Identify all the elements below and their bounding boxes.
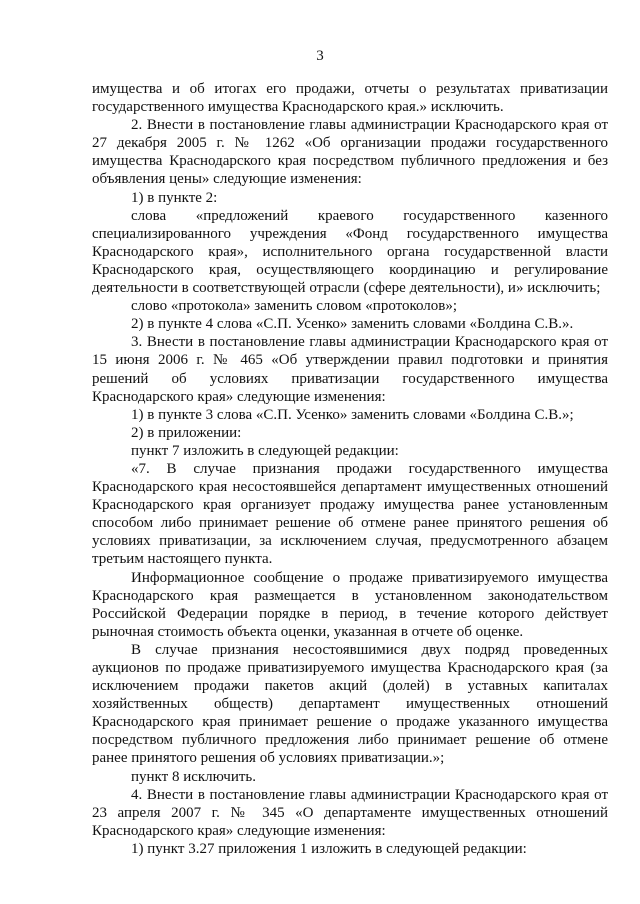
paragraph-11: «7. В случае признания продажи государственного имущества Краснодарского края несостоявшейся департамент имущественных отношений Краснодарского края организует продажу имущества ранее установленным способом либо принимает решение об отмене ранее принятого решения об условиях приватизации, за исключением случая, предусмотренного абзацем третьим настоящего пункта.	[92, 460, 608, 568]
paragraph-12: Информационное сообщение о продаже приватизируемого имущества Краснодарского края размещается в установленном законодательством Российской Федерации порядке в период, в течение которого действует рыночная стоимость объекта оценки, указанная в отчете об оценке.	[92, 569, 608, 640]
paragraph-3: 1) в пункте 2:	[131, 189, 218, 206]
paragraph-13: В случае признания несостоявшимися двух подряд проведенных аукционов по продаже приватизируемого имущества Краснодарского края (за исключением продажи пакетов акций (долей) в уставных капиталах хозяйственных обществ) департамент имущественных отношений Краснодарского края принимает решение о продаже указанного имущества посредством публичного предложения либо принимает решение об отмене ранее принятого решения об условиях приватизации.»;	[92, 641, 608, 767]
paragraph-4: слова «предложений краевого государственного казенного специализированного учреждения «Фонд государственного имущества Краснодарского края», исполнительного органа государственной власти Краснодарского края, осуществляющего координацию и регулирование деятельности в соответствующей отрасли (сфере деятельности), и» исключить;	[92, 207, 608, 297]
paragraph-1: имущества и об итогах его продажи, отчеты о результатах приватизации государственного имущества Краснодарского края.» исключить.	[92, 81, 608, 116]
paragraph-14: пункт 8 исключить.	[131, 768, 257, 785]
page-number: 3	[316, 48, 324, 64]
paragraph-16: 1) пункт 3.27 приложения 1 изложить в следующей редакции:	[131, 840, 527, 857]
paragraph-10: пункт 7 изложить в следующей редакции:	[131, 442, 399, 459]
paragraph-9: 2) в приложении:	[131, 424, 242, 441]
paragraph-5: слово «протокола» заменить словом «протоколов»;	[131, 298, 458, 315]
paragraph-2: 2. Внести в постановление главы администрации Краснодарского края от 27 декабря 2005 г. № 1262 «Об организации продажи государственного имущества Краснодарского края посредством публичного предложения и без объявления цены» следующие изменения:	[92, 117, 608, 188]
paragraph-15: 4. Внести в постановление главы администрации Краснодарского края от 23 апреля 2007 г. № 345 «О департаменте имущественных отношений Краснодарского края» следующие изменения:	[92, 786, 608, 839]
paragraph-8: 1) в пункте 3 слова «С.П. Усенко» заменить словами «Болдина С.В.»;	[131, 406, 574, 423]
document-body	[92, 80, 608, 858]
paragraph-7: 3. Внести в постановление главы администрации Краснодарского края от 15 июня 2006 г. № 465 «Об утверждении правил подготовки и принятия решений об условиях приватизации государственного имущества Краснодарского края» следующие изменения:	[92, 334, 608, 405]
paragraph-6: 2) в пункте 4 слова «С.П. Усенко» заменить словами «Болдина С.В.».	[131, 316, 574, 333]
